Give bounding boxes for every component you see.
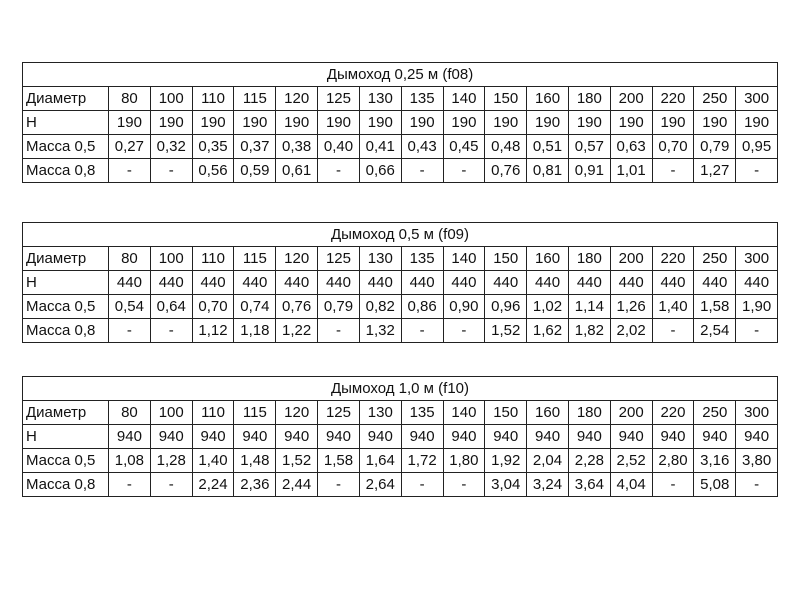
table-row — [23, 401, 778, 425]
table-cell: - — [401, 473, 443, 497]
row-label: Масса 0,8 — [23, 159, 109, 183]
table-cell: 3,24 — [527, 473, 569, 497]
table-cell: 0,76 — [485, 159, 527, 183]
table-cell: 0,43 — [401, 135, 443, 159]
table-cell: 190 — [401, 111, 443, 135]
table-cell: 0,37 — [234, 135, 276, 159]
chimney-table-f09 — [22, 222, 778, 343]
table-cell: - — [652, 319, 694, 343]
table-block-f08 — [22, 62, 778, 183]
table-cell: 190 — [485, 111, 527, 135]
table-cell: 440 — [150, 271, 192, 295]
table-cell: 1,08 — [109, 449, 151, 473]
table-cell: - — [150, 319, 192, 343]
table-cell: 1,12 — [192, 319, 234, 343]
table-cell: 300 — [736, 401, 778, 425]
table-cell: 0,35 — [192, 135, 234, 159]
table-cell: 0,40 — [318, 135, 360, 159]
table-cell: 190 — [234, 111, 276, 135]
table-cell: 440 — [736, 271, 778, 295]
table-cell: 0,81 — [527, 159, 569, 183]
table-cell: 1,62 — [527, 319, 569, 343]
row-label: Масса 0,8 — [23, 473, 109, 497]
table-row — [23, 159, 778, 183]
table-title: Дымоход 1,0 м (f10) — [23, 377, 778, 401]
table-cell: 1,90 — [736, 295, 778, 319]
table-cell: 0,82 — [359, 295, 401, 319]
table-cell: 190 — [610, 111, 652, 135]
table-cell: 2,80 — [652, 449, 694, 473]
row-label: Масса 0,8 — [23, 319, 109, 343]
table-cell: 940 — [610, 425, 652, 449]
table-title-row — [23, 63, 778, 87]
table-cell: 3,80 — [736, 449, 778, 473]
table-cell: 0,61 — [276, 159, 318, 183]
table-cell: 190 — [359, 111, 401, 135]
table-cell: - — [443, 473, 485, 497]
table-row — [23, 111, 778, 135]
table-cell: 200 — [610, 401, 652, 425]
table-cell: 110 — [192, 401, 234, 425]
table-cell: 0,38 — [276, 135, 318, 159]
table-cell: 440 — [694, 271, 736, 295]
table-cell: - — [109, 319, 151, 343]
table-cell: 190 — [527, 111, 569, 135]
table-cell: 0,32 — [150, 135, 192, 159]
table-title-row — [23, 377, 778, 401]
table-cell: 1,32 — [359, 319, 401, 343]
table-cell: 150 — [485, 87, 527, 111]
table-cell: 2,04 — [527, 449, 569, 473]
row-label: Диаметр — [23, 247, 109, 271]
table-cell: 940 — [318, 425, 360, 449]
table-cell: 1,72 — [401, 449, 443, 473]
table-cell: 150 — [485, 401, 527, 425]
table-cell: 135 — [401, 247, 443, 271]
table-cell: 300 — [736, 87, 778, 111]
table-cell: 1,82 — [568, 319, 610, 343]
table-cell: 2,52 — [610, 449, 652, 473]
row-label: Масса 0,5 — [23, 295, 109, 319]
table-cell: 250 — [694, 87, 736, 111]
table-cell: 1,48 — [234, 449, 276, 473]
table-row — [23, 449, 778, 473]
table-cell: 440 — [192, 271, 234, 295]
table-cell: 80 — [109, 247, 151, 271]
table-cell: 2,36 — [234, 473, 276, 497]
table-cell: 300 — [736, 247, 778, 271]
table-block-f09 — [22, 222, 778, 343]
table-cell: - — [109, 473, 151, 497]
table-cell: - — [150, 159, 192, 183]
row-label: H — [23, 271, 109, 295]
table-cell: 190 — [318, 111, 360, 135]
table-cell: 190 — [652, 111, 694, 135]
table-cell: 160 — [527, 87, 569, 111]
table-cell: 180 — [568, 401, 610, 425]
table-cell: 0,90 — [443, 295, 485, 319]
table-cell: 440 — [359, 271, 401, 295]
table-cell: 0,27 — [109, 135, 151, 159]
table-cell: 135 — [401, 401, 443, 425]
table-cell: 440 — [109, 271, 151, 295]
table-cell: 1,64 — [359, 449, 401, 473]
table-cell: 220 — [652, 247, 694, 271]
table-cell: - — [736, 319, 778, 343]
table-cell: 1,27 — [694, 159, 736, 183]
table-cell: 1,92 — [485, 449, 527, 473]
table-cell: 1,22 — [276, 319, 318, 343]
table-cell: 125 — [318, 87, 360, 111]
table-cell: 940 — [192, 425, 234, 449]
table-cell: 115 — [234, 401, 276, 425]
table-cell: 1,26 — [610, 295, 652, 319]
table-cell: 940 — [359, 425, 401, 449]
table-cell: 140 — [443, 247, 485, 271]
table-cell: 190 — [694, 111, 736, 135]
chimney-table-f08 — [22, 62, 778, 183]
table-cell: 0,48 — [485, 135, 527, 159]
table-cell: 0,70 — [652, 135, 694, 159]
table-cell: 2,24 — [192, 473, 234, 497]
table-cell: 80 — [109, 87, 151, 111]
table-cell: 80 — [109, 401, 151, 425]
table-cell: 440 — [318, 271, 360, 295]
table-title: Дымоход 0,25 м (f08) — [23, 63, 778, 87]
table-cell: 120 — [276, 87, 318, 111]
table-cell: - — [318, 319, 360, 343]
table-cell: 110 — [192, 247, 234, 271]
table-cell: 0,79 — [318, 295, 360, 319]
table-cell: 190 — [150, 111, 192, 135]
table-cell: 0,95 — [736, 135, 778, 159]
table-cell: 100 — [150, 87, 192, 111]
table-cell: 440 — [276, 271, 318, 295]
table-cell: - — [401, 159, 443, 183]
table-cell: 220 — [652, 87, 694, 111]
table-title-row — [23, 223, 778, 247]
table-cell: 1,52 — [485, 319, 527, 343]
table-cell: 130 — [359, 87, 401, 111]
table-cell: 190 — [192, 111, 234, 135]
table-cell: - — [401, 319, 443, 343]
table-cell: 0,79 — [694, 135, 736, 159]
row-label: Диаметр — [23, 87, 109, 111]
table-cell: 100 — [150, 401, 192, 425]
table-row — [23, 271, 778, 295]
table-cell: - — [736, 473, 778, 497]
table-row — [23, 247, 778, 271]
table-cell: 0,91 — [568, 159, 610, 183]
table-row — [23, 473, 778, 497]
table-cell: 200 — [610, 247, 652, 271]
row-label: H — [23, 111, 109, 135]
chimney-table-f10 — [22, 376, 778, 497]
table-cell: 140 — [443, 87, 485, 111]
table-cell: 0,86 — [401, 295, 443, 319]
table-cell: 940 — [527, 425, 569, 449]
table-cell: 250 — [694, 247, 736, 271]
table-row — [23, 425, 778, 449]
table-cell: 1,58 — [694, 295, 736, 319]
table-cell: 440 — [610, 271, 652, 295]
table-cell: 1,18 — [234, 319, 276, 343]
table-cell: 180 — [568, 87, 610, 111]
table-cell: 440 — [485, 271, 527, 295]
table-cell: 0,76 — [276, 295, 318, 319]
table-cell: 125 — [318, 247, 360, 271]
table-cell: 1,02 — [527, 295, 569, 319]
table-cell: 0,64 — [150, 295, 192, 319]
table-cell: - — [318, 473, 360, 497]
table-cell: 0,51 — [527, 135, 569, 159]
table-cell: 0,70 — [192, 295, 234, 319]
table-cell: 440 — [527, 271, 569, 295]
table-cell: 0,45 — [443, 135, 485, 159]
table-cell: 940 — [652, 425, 694, 449]
table-cell: 440 — [652, 271, 694, 295]
table-cell: 0,54 — [109, 295, 151, 319]
table-cell: 120 — [276, 247, 318, 271]
table-cell: 940 — [485, 425, 527, 449]
row-label: H — [23, 425, 109, 449]
table-cell: 150 — [485, 247, 527, 271]
table-cell: 2,02 — [610, 319, 652, 343]
table-cell: 190 — [109, 111, 151, 135]
table-cell: 3,64 — [568, 473, 610, 497]
table-cell: 940 — [401, 425, 443, 449]
table-cell: 0,41 — [359, 135, 401, 159]
table-row — [23, 87, 778, 111]
table-cell: 135 — [401, 87, 443, 111]
table-cell: 2,44 — [276, 473, 318, 497]
table-cell: 125 — [318, 401, 360, 425]
table-cell: 100 — [150, 247, 192, 271]
table-cell: 940 — [276, 425, 318, 449]
table-cell: 140 — [443, 401, 485, 425]
table-cell: 3,04 — [485, 473, 527, 497]
table-cell: 940 — [568, 425, 610, 449]
table-cell: 3,16 — [694, 449, 736, 473]
table-cell: 940 — [150, 425, 192, 449]
table-cell: 1,01 — [610, 159, 652, 183]
table-cell: 940 — [736, 425, 778, 449]
table-cell: - — [652, 473, 694, 497]
table-cell: 110 — [192, 87, 234, 111]
table-cell: 0,66 — [359, 159, 401, 183]
table-title: Дымоход 0,5 м (f09) — [23, 223, 778, 247]
table-cell: 940 — [694, 425, 736, 449]
table-cell: 440 — [234, 271, 276, 295]
table-cell: 200 — [610, 87, 652, 111]
table-cell: 2,28 — [568, 449, 610, 473]
table-cell: - — [443, 319, 485, 343]
table-cell: 440 — [568, 271, 610, 295]
table-cell: 0,63 — [610, 135, 652, 159]
table-cell: - — [318, 159, 360, 183]
table-cell: - — [443, 159, 485, 183]
table-cell: 0,57 — [568, 135, 610, 159]
table-cell: 130 — [359, 247, 401, 271]
table-cell: 190 — [443, 111, 485, 135]
row-label: Масса 0,5 — [23, 135, 109, 159]
table-cell: 1,40 — [652, 295, 694, 319]
table-cell: 250 — [694, 401, 736, 425]
table-row — [23, 135, 778, 159]
table-cell: 1,14 — [568, 295, 610, 319]
table-cell: 5,08 — [694, 473, 736, 497]
table-cell: 1,52 — [276, 449, 318, 473]
table-cell: 0,56 — [192, 159, 234, 183]
table-cell: 120 — [276, 401, 318, 425]
table-row — [23, 319, 778, 343]
table-cell: - — [736, 159, 778, 183]
table-cell: 0,96 — [485, 295, 527, 319]
table-cell: 2,64 — [359, 473, 401, 497]
table-cell: 940 — [443, 425, 485, 449]
table-cell: 0,74 — [234, 295, 276, 319]
table-cell: 1,58 — [318, 449, 360, 473]
table-cell: 220 — [652, 401, 694, 425]
table-cell: 440 — [401, 271, 443, 295]
table-block-f10 — [22, 376, 778, 497]
table-cell: 180 — [568, 247, 610, 271]
table-cell: - — [109, 159, 151, 183]
table-cell: 115 — [234, 87, 276, 111]
table-cell: 1,40 — [192, 449, 234, 473]
table-cell: 190 — [568, 111, 610, 135]
table-cell: - — [652, 159, 694, 183]
table-cell: 160 — [527, 401, 569, 425]
row-label: Диаметр — [23, 401, 109, 425]
table-cell: 4,04 — [610, 473, 652, 497]
table-cell: 940 — [234, 425, 276, 449]
table-cell: 440 — [443, 271, 485, 295]
table-cell: - — [150, 473, 192, 497]
table-cell: 0,59 — [234, 159, 276, 183]
table-cell: 2,54 — [694, 319, 736, 343]
table-cell: 190 — [736, 111, 778, 135]
row-label: Масса 0,5 — [23, 449, 109, 473]
table-row — [23, 295, 778, 319]
table-cell: 1,28 — [150, 449, 192, 473]
table-cell: 190 — [276, 111, 318, 135]
table-cell: 940 — [109, 425, 151, 449]
table-cell: 130 — [359, 401, 401, 425]
table-cell: 115 — [234, 247, 276, 271]
table-cell: 1,80 — [443, 449, 485, 473]
table-cell: 160 — [527, 247, 569, 271]
